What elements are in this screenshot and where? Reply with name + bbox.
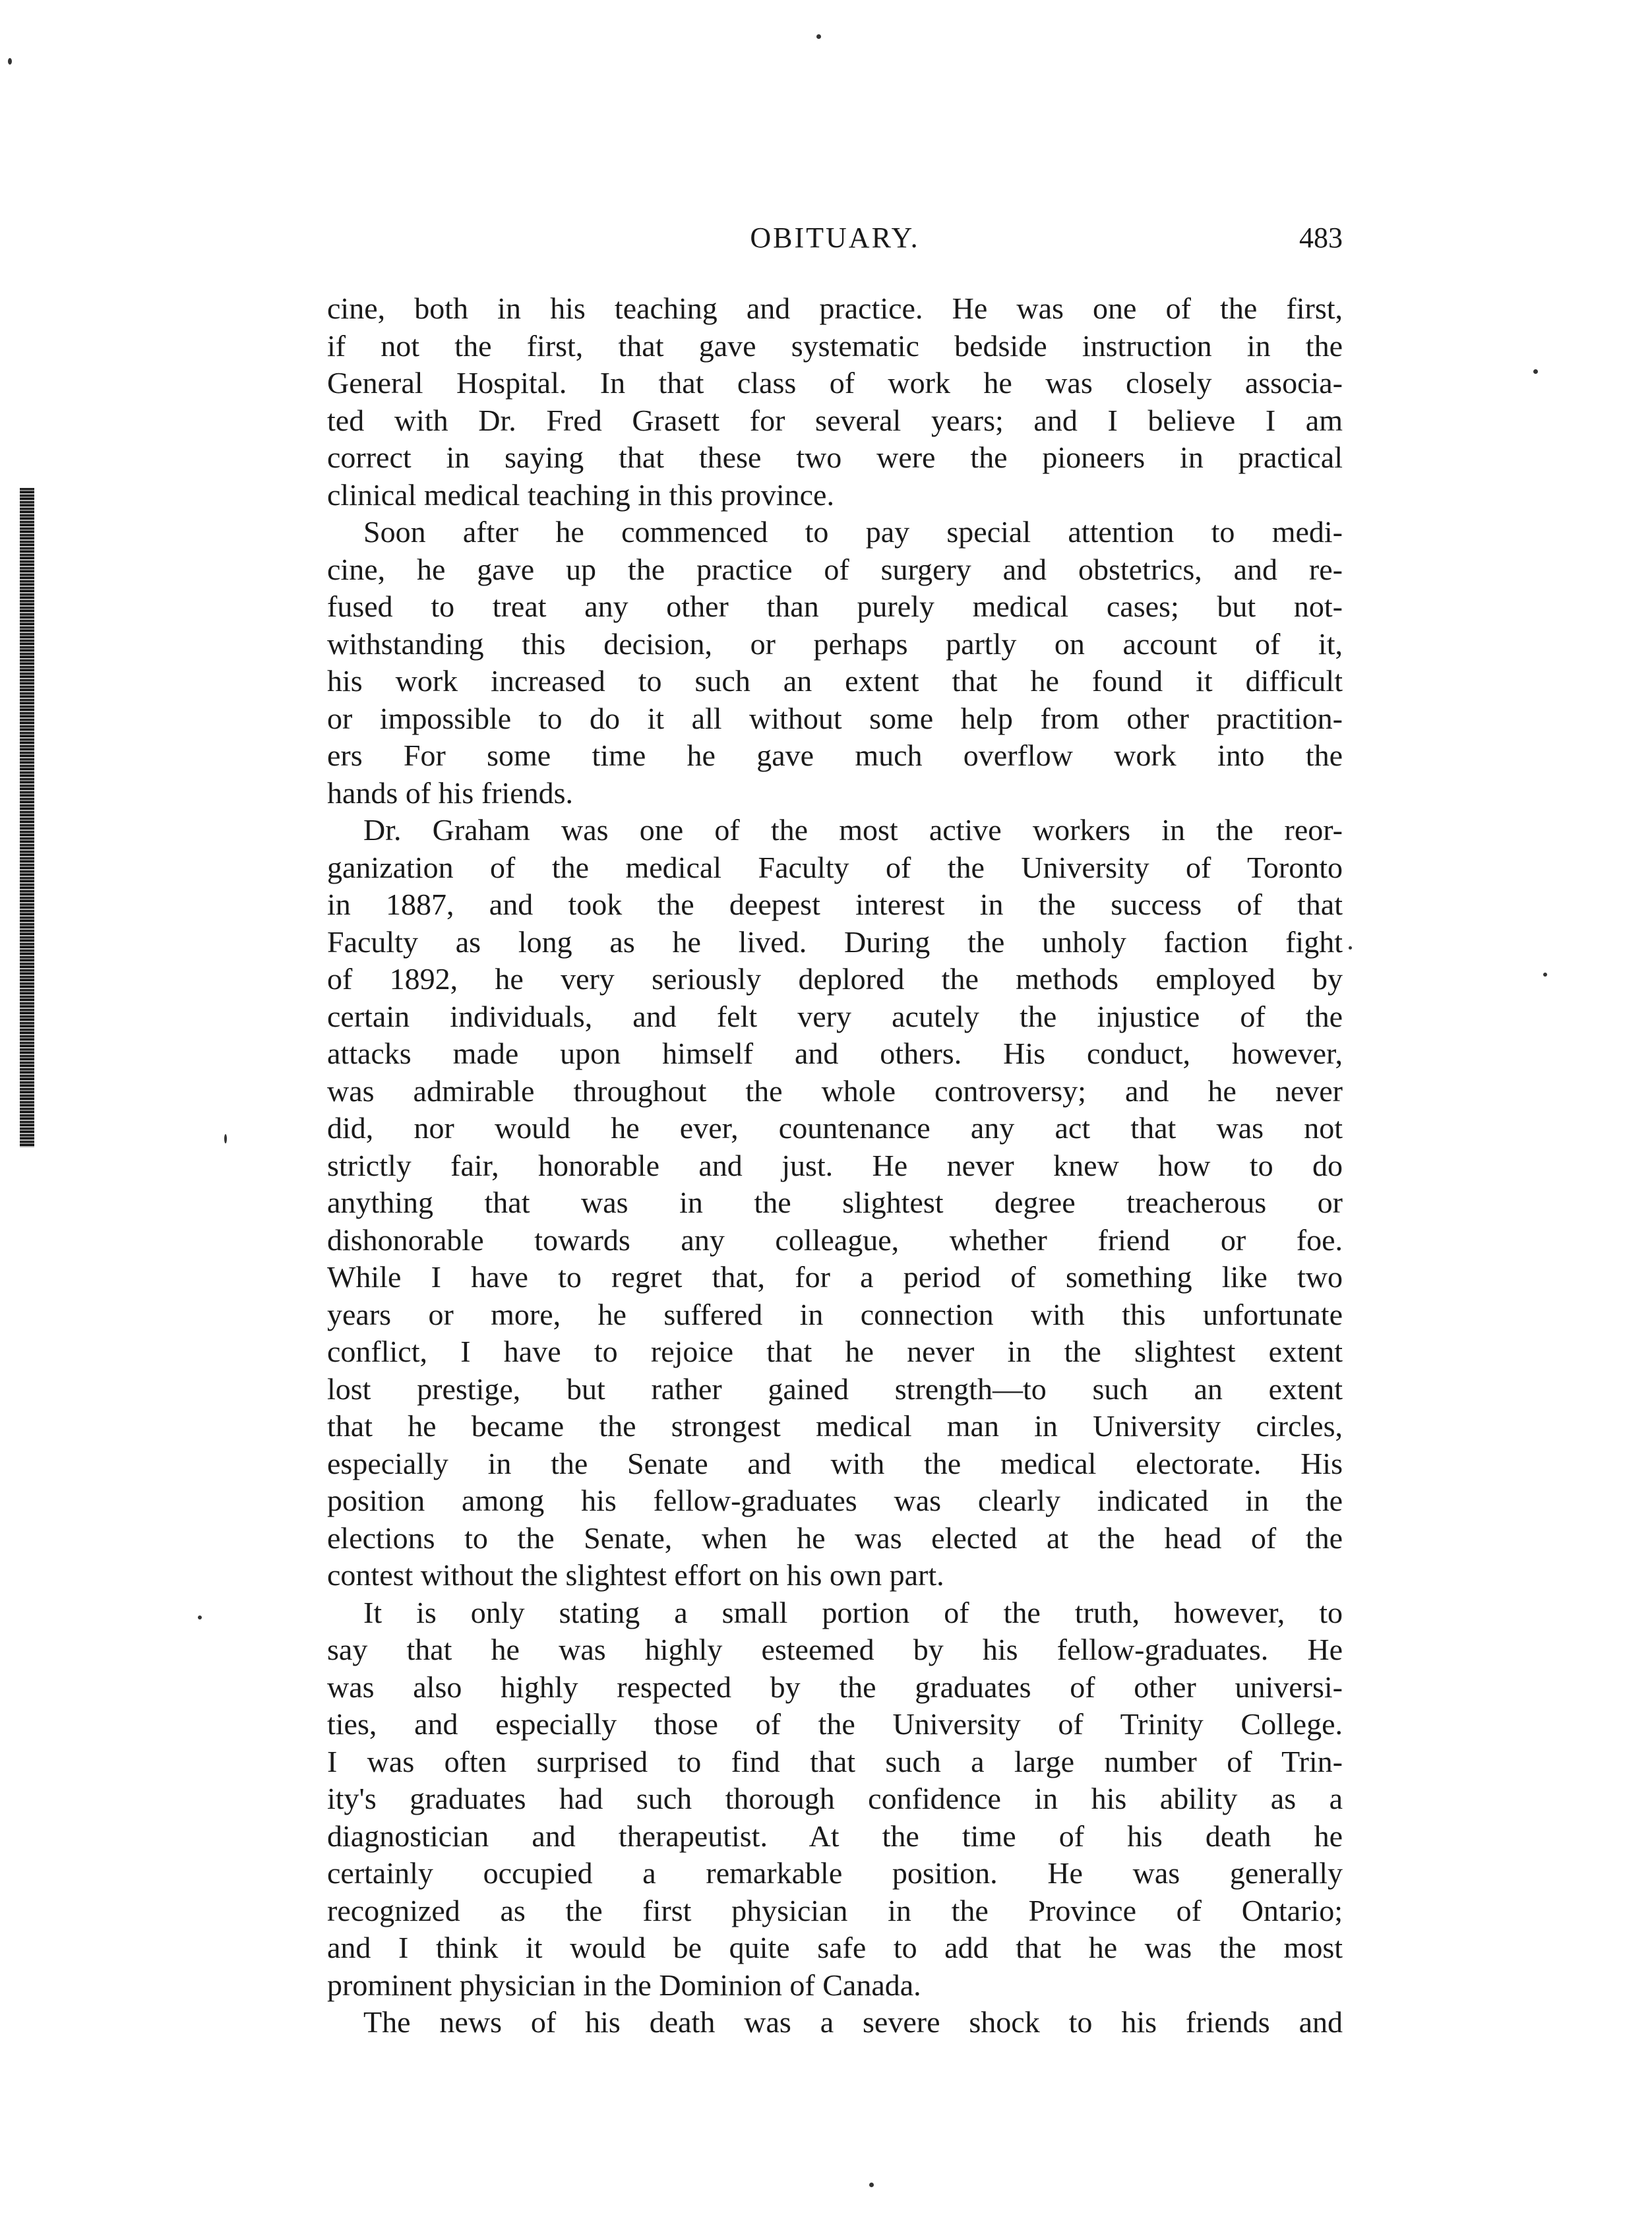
text-line: ties, and especially those of the University of Trinity College.: [327, 1707, 1343, 1741]
text-line: did, nor would he ever, countenance any act that was not: [327, 1111, 1343, 1145]
text-line: attacks made upon himself and others. His conduct, however,: [327, 1037, 1343, 1070]
text-line: lost prestige, but rather gained strength—to such an extent: [327, 1372, 1343, 1406]
paragraph: [327, 2004, 1343, 2041]
paragraph: [327, 514, 1343, 812]
text-line: ers For some time he gave much overflow work into the: [327, 739, 1343, 772]
text-line: The news of his death was a severe shock to his friends and: [363, 2005, 1343, 2039]
text-line: if not the first, that gave systematic bedside instruction in the: [327, 328, 1343, 363]
scan-speck: [869, 2183, 874, 2187]
text-line: anything that was in the slightest degree treacherous or: [327, 1186, 1343, 1219]
text-line: say that he was highly esteemed by his fellow-graduates. He: [327, 1633, 1343, 1666]
text-line: strictly fair, honorable and just. He never knew how to do: [327, 1148, 1343, 1182]
text-line: While I have to regret that, for a period of something like two: [327, 1260, 1343, 1294]
text-line: It is only stating a small portion of the truth, however, to: [363, 1595, 1343, 1629]
paragraph: [327, 812, 1343, 1594]
text-line: certainly occupied a remarkable position. He was generally: [327, 1856, 1343, 1890]
text-line: Dr. Graham was one of the most active workers in the reor-: [363, 813, 1343, 847]
text-line: Faculty as long as he lived. During the unholy faction fight: [327, 924, 1343, 959]
text-line: years or more, he suffered in connection with this unfortunate: [327, 1297, 1343, 1331]
text-line: and I think it would be quite safe to add that he was the most: [327, 1931, 1343, 1964]
scan-speck: [1349, 946, 1352, 950]
text-line: ted with Dr. Fred Grasett for several years; and I believe I am: [327, 403, 1343, 437]
text-line: his work increased to such an extent that he found it difficult: [327, 664, 1343, 698]
text-line: position among his fellow-graduates was clearly indicated in the: [327, 1484, 1343, 1517]
text-line: cine, he gave up the practice of surgery and obstetrics, and re-: [327, 552, 1343, 586]
text-line: dishonorable towards any colleague, whether friend or foe.: [327, 1223, 1343, 1257]
scan-speck: [224, 1134, 227, 1143]
text-line: especially in the Senate and with the medical electorate. His: [327, 1446, 1343, 1480]
text-line: ity's graduates had such thorough confidence in his ability as a: [327, 1782, 1343, 1815]
text-line: prominent physician in the Dominion of Canada.: [327, 1968, 921, 2002]
text-line: of 1892, he very seriously deplored the methods employed by: [327, 962, 1343, 996]
article-body: [327, 290, 1343, 2041]
text-line: fused to treat any other than purely medical cases; but not-: [327, 589, 1343, 623]
text-line: was also highly respected by the graduates of other universi-: [327, 1670, 1343, 1704]
running-title: OBITUARY.: [750, 222, 920, 254]
scan-speck: [1543, 973, 1547, 977]
text-line: recognized as the first physician in the Province of Ontario;: [327, 1893, 1343, 1927]
page-number: 483: [1299, 222, 1343, 254]
text-line: contest without the slightest effort on his own part.: [327, 1558, 944, 1592]
text-line: General Hospital. In that class of work he was closely associa-: [327, 366, 1343, 400]
running-head: [327, 221, 1343, 267]
text-line: ganization of the medical Faculty of the University of Toronto: [327, 850, 1343, 884]
text-line: diagnostician and therapeutist. At the time of his death he: [327, 1819, 1343, 1853]
text-line: or impossible to do it all without some help from other practition-: [327, 701, 1343, 735]
text-line: withstanding this decision, or perhaps partly on account of it,: [327, 626, 1343, 661]
scan-speck: [816, 34, 821, 39]
text-line: in 1887, and took the deepest interest in the success of that: [327, 888, 1343, 921]
text-line: that he became the strongest medical man in University circles,: [327, 1409, 1343, 1443]
text-line: certain individuals, and felt very acutely the injustice of the: [327, 999, 1343, 1033]
text-line: hands of his friends.: [327, 775, 574, 810]
paragraph: [327, 290, 1343, 514]
text-line: clinical medical teaching in this province.: [327, 477, 834, 512]
text-line: correct in saying that these two were the pioneers in practical: [327, 440, 1343, 474]
text-line: was admirable throughout the whole controversy; and he never: [327, 1073, 1343, 1108]
scan-speck: [1533, 369, 1538, 374]
binding-edge: [20, 488, 34, 1147]
scan-speck: [198, 1615, 202, 1619]
text-line: conflict, I have to rejoice that he never in the slightest extent: [327, 1335, 1343, 1368]
text-line: Soon after he commenced to pay special attention to medi-: [363, 515, 1343, 549]
scan-speck: [8, 58, 12, 65]
text-line: elections to the Senate, when he was elected at the head of the: [327, 1521, 1343, 1555]
text-line: I was often surprised to find that such a large number of Trin-: [327, 1744, 1343, 1778]
paragraph: [327, 1594, 1343, 2005]
text-line: cine, both in his teaching and practice. He was one of the first,: [327, 291, 1343, 325]
